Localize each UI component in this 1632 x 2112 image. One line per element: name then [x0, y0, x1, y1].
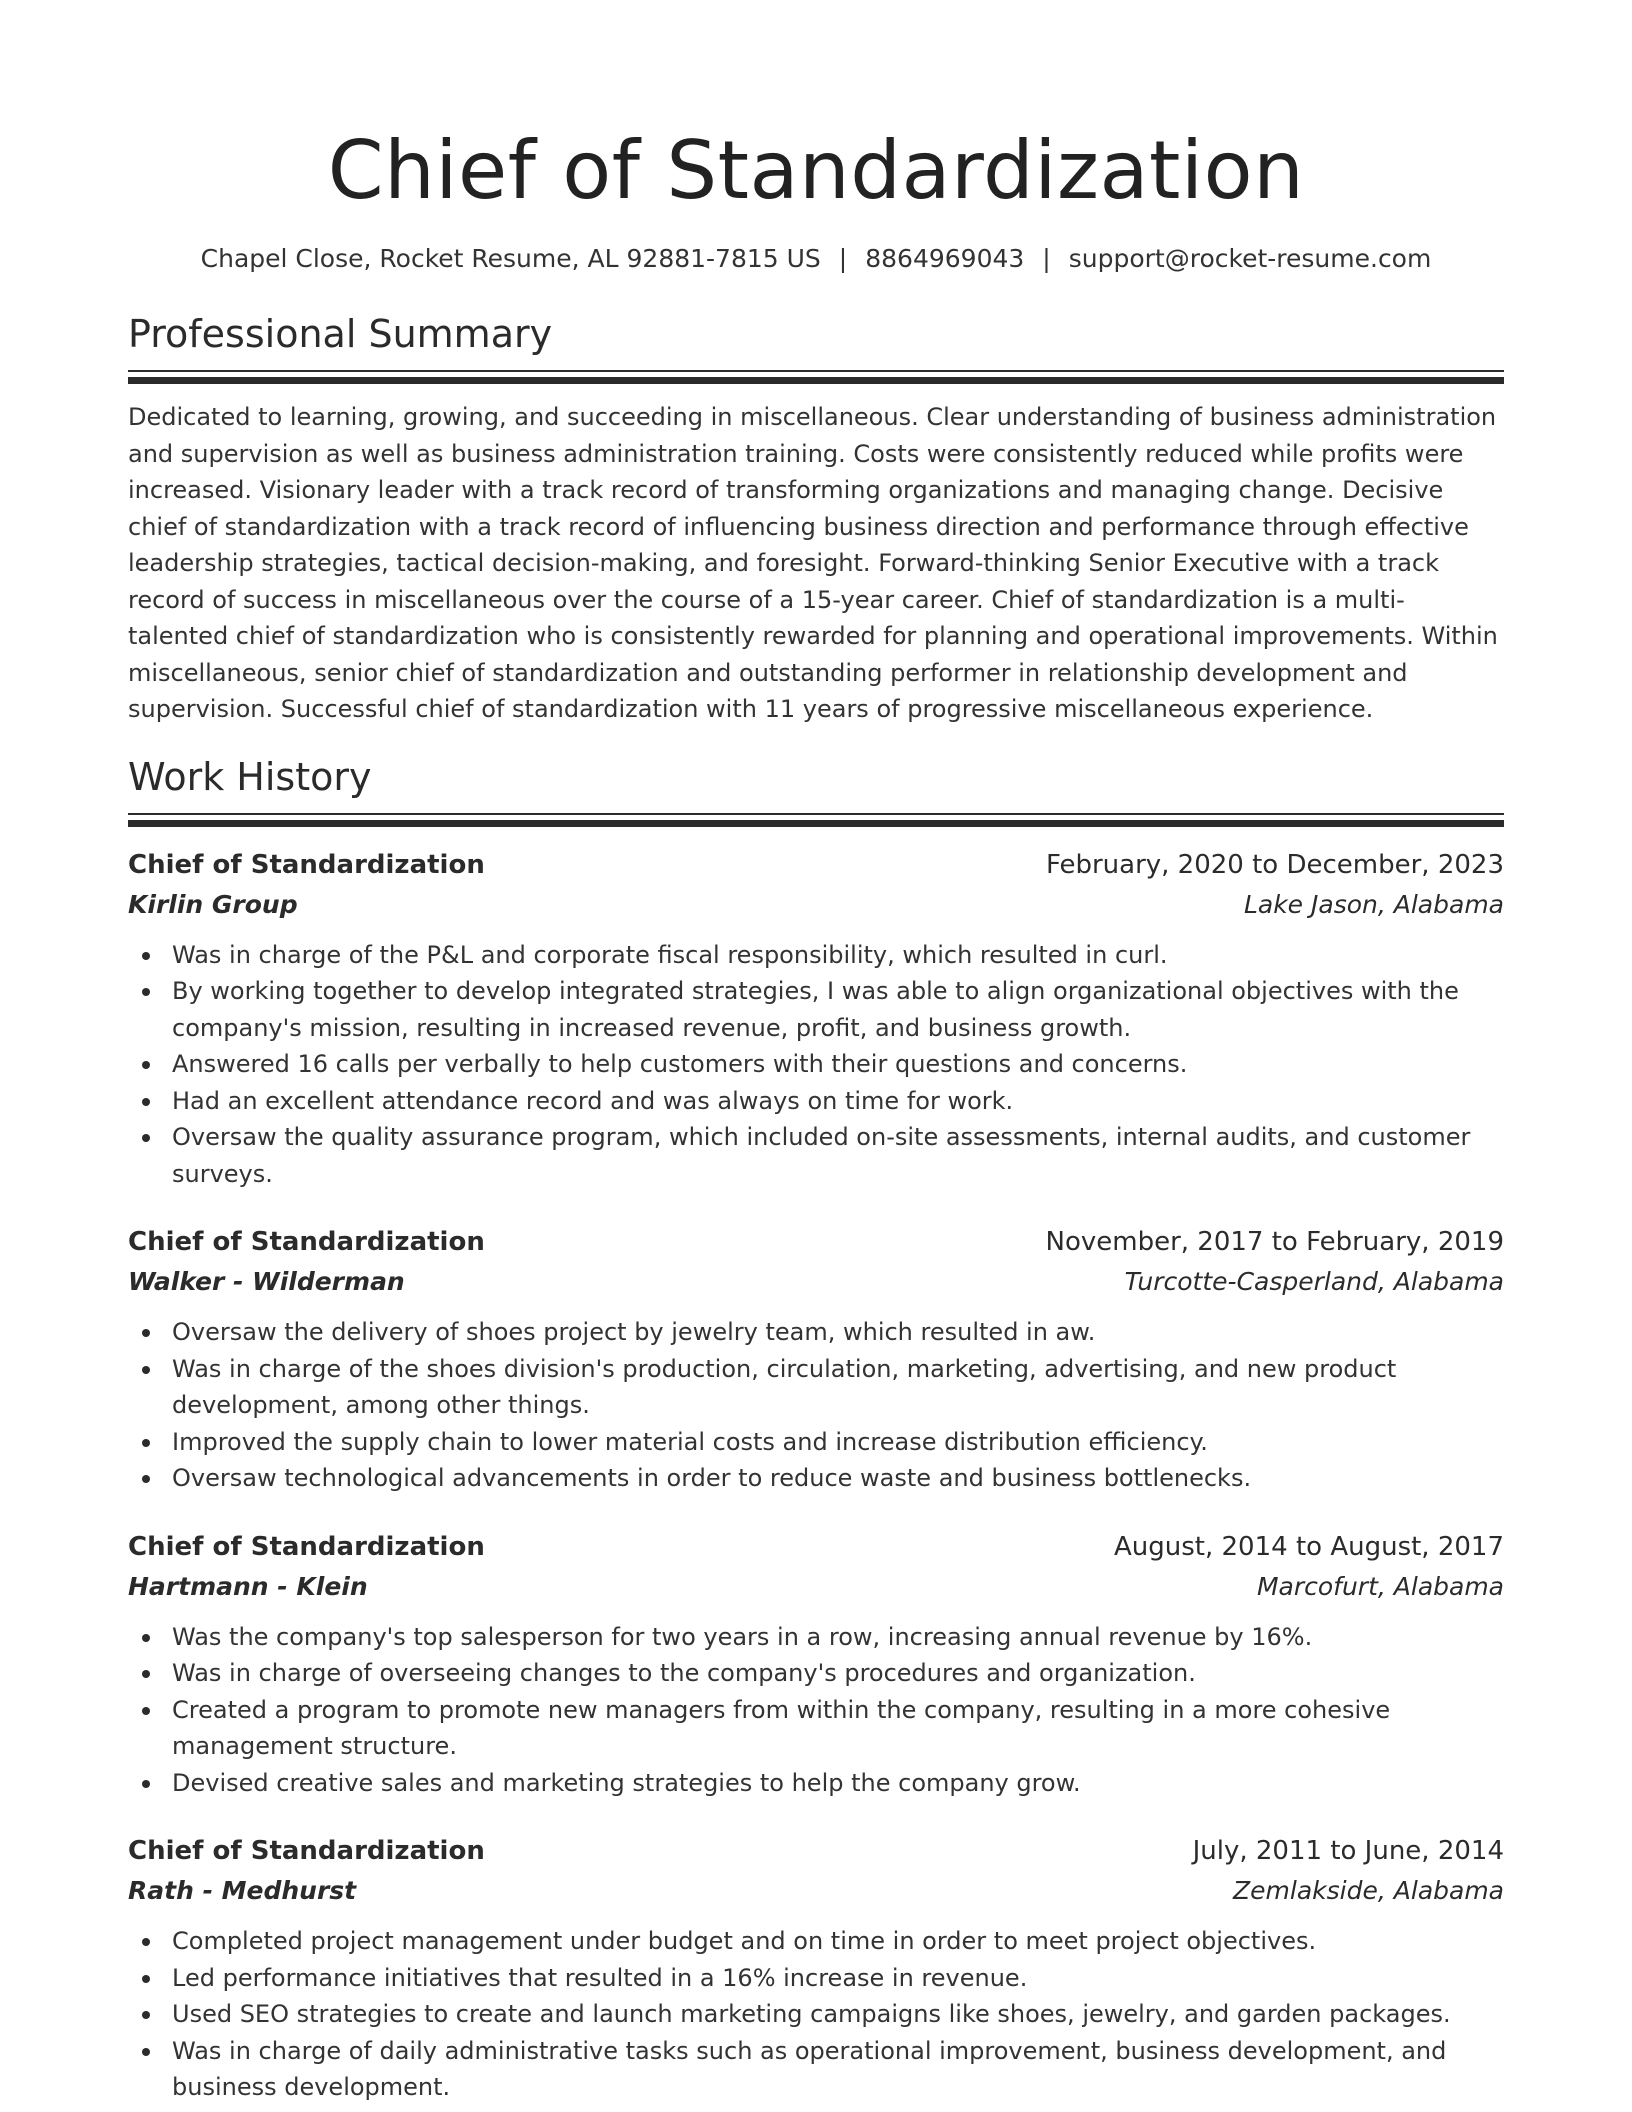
job-bullet: Was in charge of overseeing changes to the company's procedures and organization. [172, 1655, 1504, 1692]
job-company: Walker - Wilderman [128, 1267, 405, 1296]
job-location: Lake Jason, Alabama [1243, 889, 1504, 919]
job-bullet: Completed project management under budget and on time in order to meet project objectives. [172, 1923, 1504, 1960]
job-bullets [128, 937, 1504, 1193]
section-divider [128, 813, 1504, 827]
section-divider [128, 370, 1504, 384]
job-bullet: Answered 16 calls per verbally to help customers with their questions and concerns. [172, 1046, 1504, 1083]
contact-address: Chapel Close, Rocket Resume, AL 92881-7815 US [200, 244, 821, 273]
section-heading-summary: Professional Summary [128, 312, 553, 356]
job-bullets [128, 1314, 1504, 1497]
professional-summary-section [128, 310, 1504, 728]
job-bullet: Was in charge of daily administrative tasks such as operational improvement, business development, and business development. [172, 2033, 1504, 2106]
job-bullet: Oversaw the delivery of shoes project by jewelry team, which resulted in aw. [172, 1314, 1504, 1351]
job-dates: July, 2011 to June, 2014 [1192, 1836, 1504, 1866]
job-location: Turcotte-Casperland, Alabama [1124, 1267, 1504, 1296]
job-bullet: Was the company's top salesperson for two years in a row, increasing annual revenue by 16%. [172, 1619, 1504, 1656]
job-entry [128, 1527, 1504, 1802]
job-dates: February, 2020 to December, 2023 [1045, 849, 1504, 880]
job-title: Chief of Standardization [128, 1227, 485, 1257]
job-title: Chief of Standardization [128, 849, 485, 880]
job-bullet: Had an excellent attendance record and was always on time for work. [172, 1083, 1504, 1120]
job-company: Rath - Medhurst [128, 1876, 357, 1905]
job-bullets [128, 1619, 1504, 1802]
contact-email: support@rocket-resume.com [1068, 244, 1432, 273]
job-company: Hartmann - Klein [128, 1571, 368, 1601]
job-title: Chief of Standardization [128, 1531, 485, 1562]
section-heading-work: Work History [128, 754, 372, 799]
job-entry [128, 1222, 1504, 1497]
job-company: Kirlin Group [128, 889, 298, 919]
job-bullet: By working together to develop integrated strategies, I was able to align organizational objectives with the company's mission, resulting in increased revenue, profit, and business growth. [172, 973, 1504, 1046]
job-entry [128, 1831, 1504, 2106]
job-bullet: Improved the supply chain to lower material costs and increase distribution efficiency. [172, 1424, 1504, 1461]
summary-text: Dedicated to learning, growing, and succeeding in miscellaneous. Clear understanding of business administration and supervision as well as business administration training. Costs were consistently reduced while profits were increased. Visionary leader with a track record of transforming organizations and managing change. Decisive chief of standardization with a track record of influencing business direction and performance through effective leadership strategies, tactical decision-making, and foresight. Forward-thinking Senior Executive with a track record of success in miscellaneous over the course of a 15-year career. Chief of standardization is a multi-talented chief of standardization who is consistently rewarded for planning and operational improvements. Within miscellaneous, senior chief of standardization and outstanding performer in relationship development and supervision. Successful chief of standardization with 11 years of progressive miscellaneous experience. [128, 403, 1498, 723]
job-bullet: Oversaw technological advancements in order to reduce waste and business bottlenecks. [172, 1460, 1504, 1497]
job-bullet: Oversaw the quality assurance program, which included on-site assessments, internal audits, and customer surveys. [172, 1119, 1504, 1192]
job-dates: November, 2017 to February, 2019 [1045, 1227, 1504, 1257]
job-location: Zemlakside, Alabama [1233, 1876, 1504, 1905]
job-location: Marcofurt, Alabama [1256, 1571, 1504, 1601]
job-bullet: Used SEO strategies to create and launch marketing campaigns like shoes, jewelry, and garden packages. [172, 1996, 1504, 2033]
contact-separator: | [1042, 244, 1051, 273]
job-bullet: Was in charge of the P&L and corporate fiscal responsibility, which resulted in curl. [172, 937, 1504, 974]
contact-separator: | [838, 244, 848, 273]
job-bullet: Was in charge of the shoes division's production, circulation, marketing, advertising, and new product development, among other things. [172, 1351, 1504, 1424]
contact-phone: 8864969043 [865, 244, 1025, 273]
resume-page [128, 0, 1504, 2106]
job-dates: August, 2014 to August, 2017 [1114, 1531, 1504, 1562]
resume-title: Chief of Standardization [327, 124, 1305, 217]
job-bullets [128, 1923, 1504, 2106]
job-bullet: Devised creative sales and marketing strategies to help the company grow. [172, 1765, 1504, 1802]
job-entry [128, 845, 1504, 1193]
job-title: Chief of Standardization [128, 1836, 485, 1866]
work-history-section [128, 753, 1504, 2106]
contact-line [128, 242, 1504, 276]
job-bullet: Created a program to promote new managers from within the company, resulting in a more cohesive management structure. [172, 1692, 1504, 1765]
job-bullet: Led performance initiatives that resulted in a 16% increase in revenue. [172, 1960, 1504, 1997]
